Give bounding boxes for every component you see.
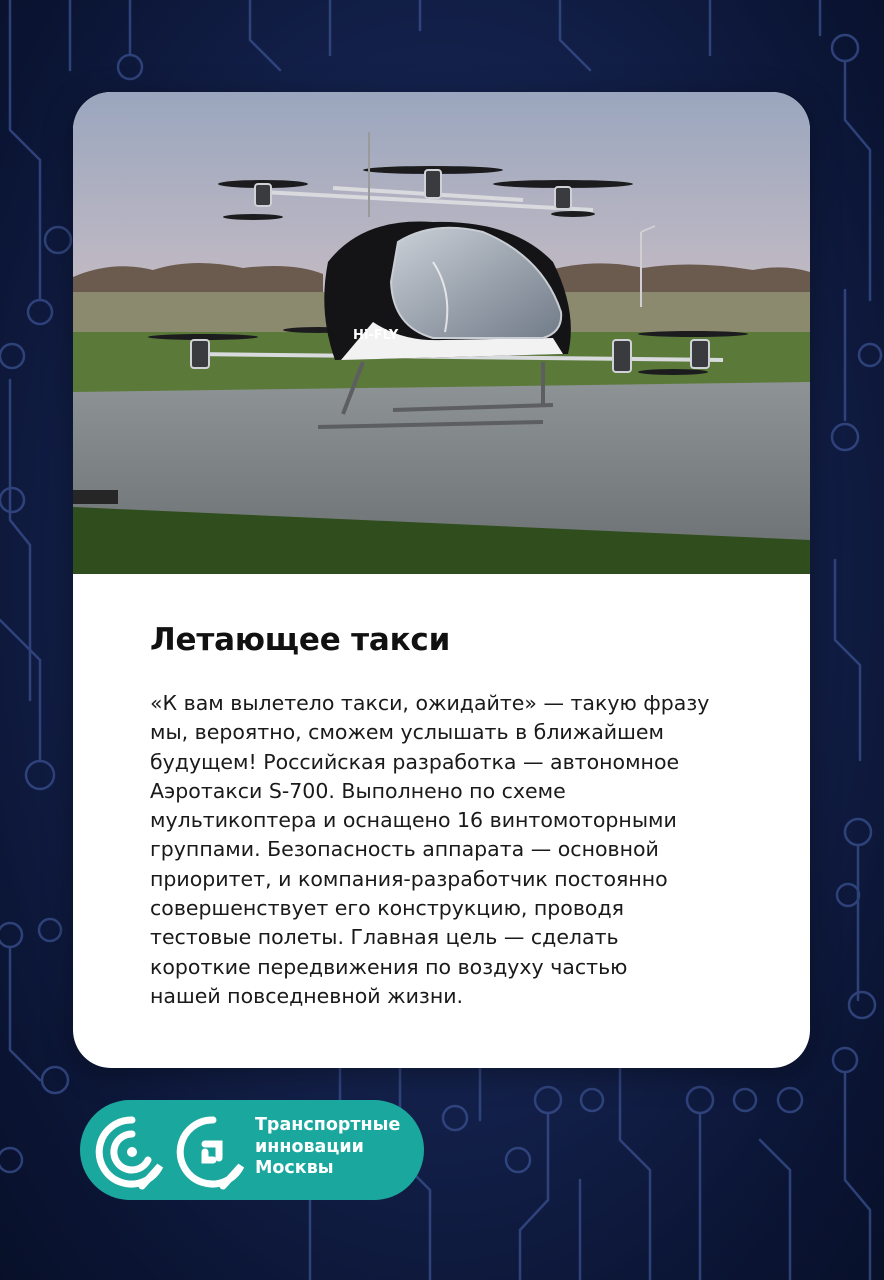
body-line: нашей повседневной жизни. — [150, 983, 464, 1008]
logo-text — [255, 1115, 400, 1180]
body-line: мы, вероятно, сможем услышать в ближайшем — [150, 720, 664, 745]
logo-line: инновации — [255, 1136, 364, 1157]
body-line: тестовые полеты. Главная цель — сделать — [150, 925, 619, 950]
body-line: Аэротакси S-700. Выполнено по схеме — [150, 778, 566, 803]
air-taxi-photo — [73, 92, 810, 574]
card-body — [150, 689, 760, 1011]
body-line: короткие передвижения по воздуху частью — [150, 954, 628, 979]
moscow-transport-logo — [80, 1100, 424, 1200]
body-line: совершенствует его конструкцию, проводя — [150, 896, 624, 921]
body-line: группами. Безопасность аппарата — основной — [150, 837, 659, 862]
body-line: будущем! Российская разработка — автономное — [150, 749, 680, 774]
body-line: мультикоптера и оснащено 16 винтомоторными — [150, 808, 677, 833]
aircraft-label: Hi-FLY — [353, 328, 399, 343]
body-line: приоритет, и компания-разработчик постоянно — [150, 866, 668, 891]
info-card — [73, 92, 810, 1068]
logo-line: Москвы — [255, 1158, 334, 1178]
card-title: Летающее такси — [150, 622, 451, 658]
innovation-logo-icon — [175, 1114, 251, 1190]
metro-logo-icon — [94, 1114, 170, 1190]
logo-line: Транспортные — [255, 1115, 401, 1135]
body-line: «К вам вылетело такси, ожидайте» — такую фразу — [150, 691, 710, 715]
